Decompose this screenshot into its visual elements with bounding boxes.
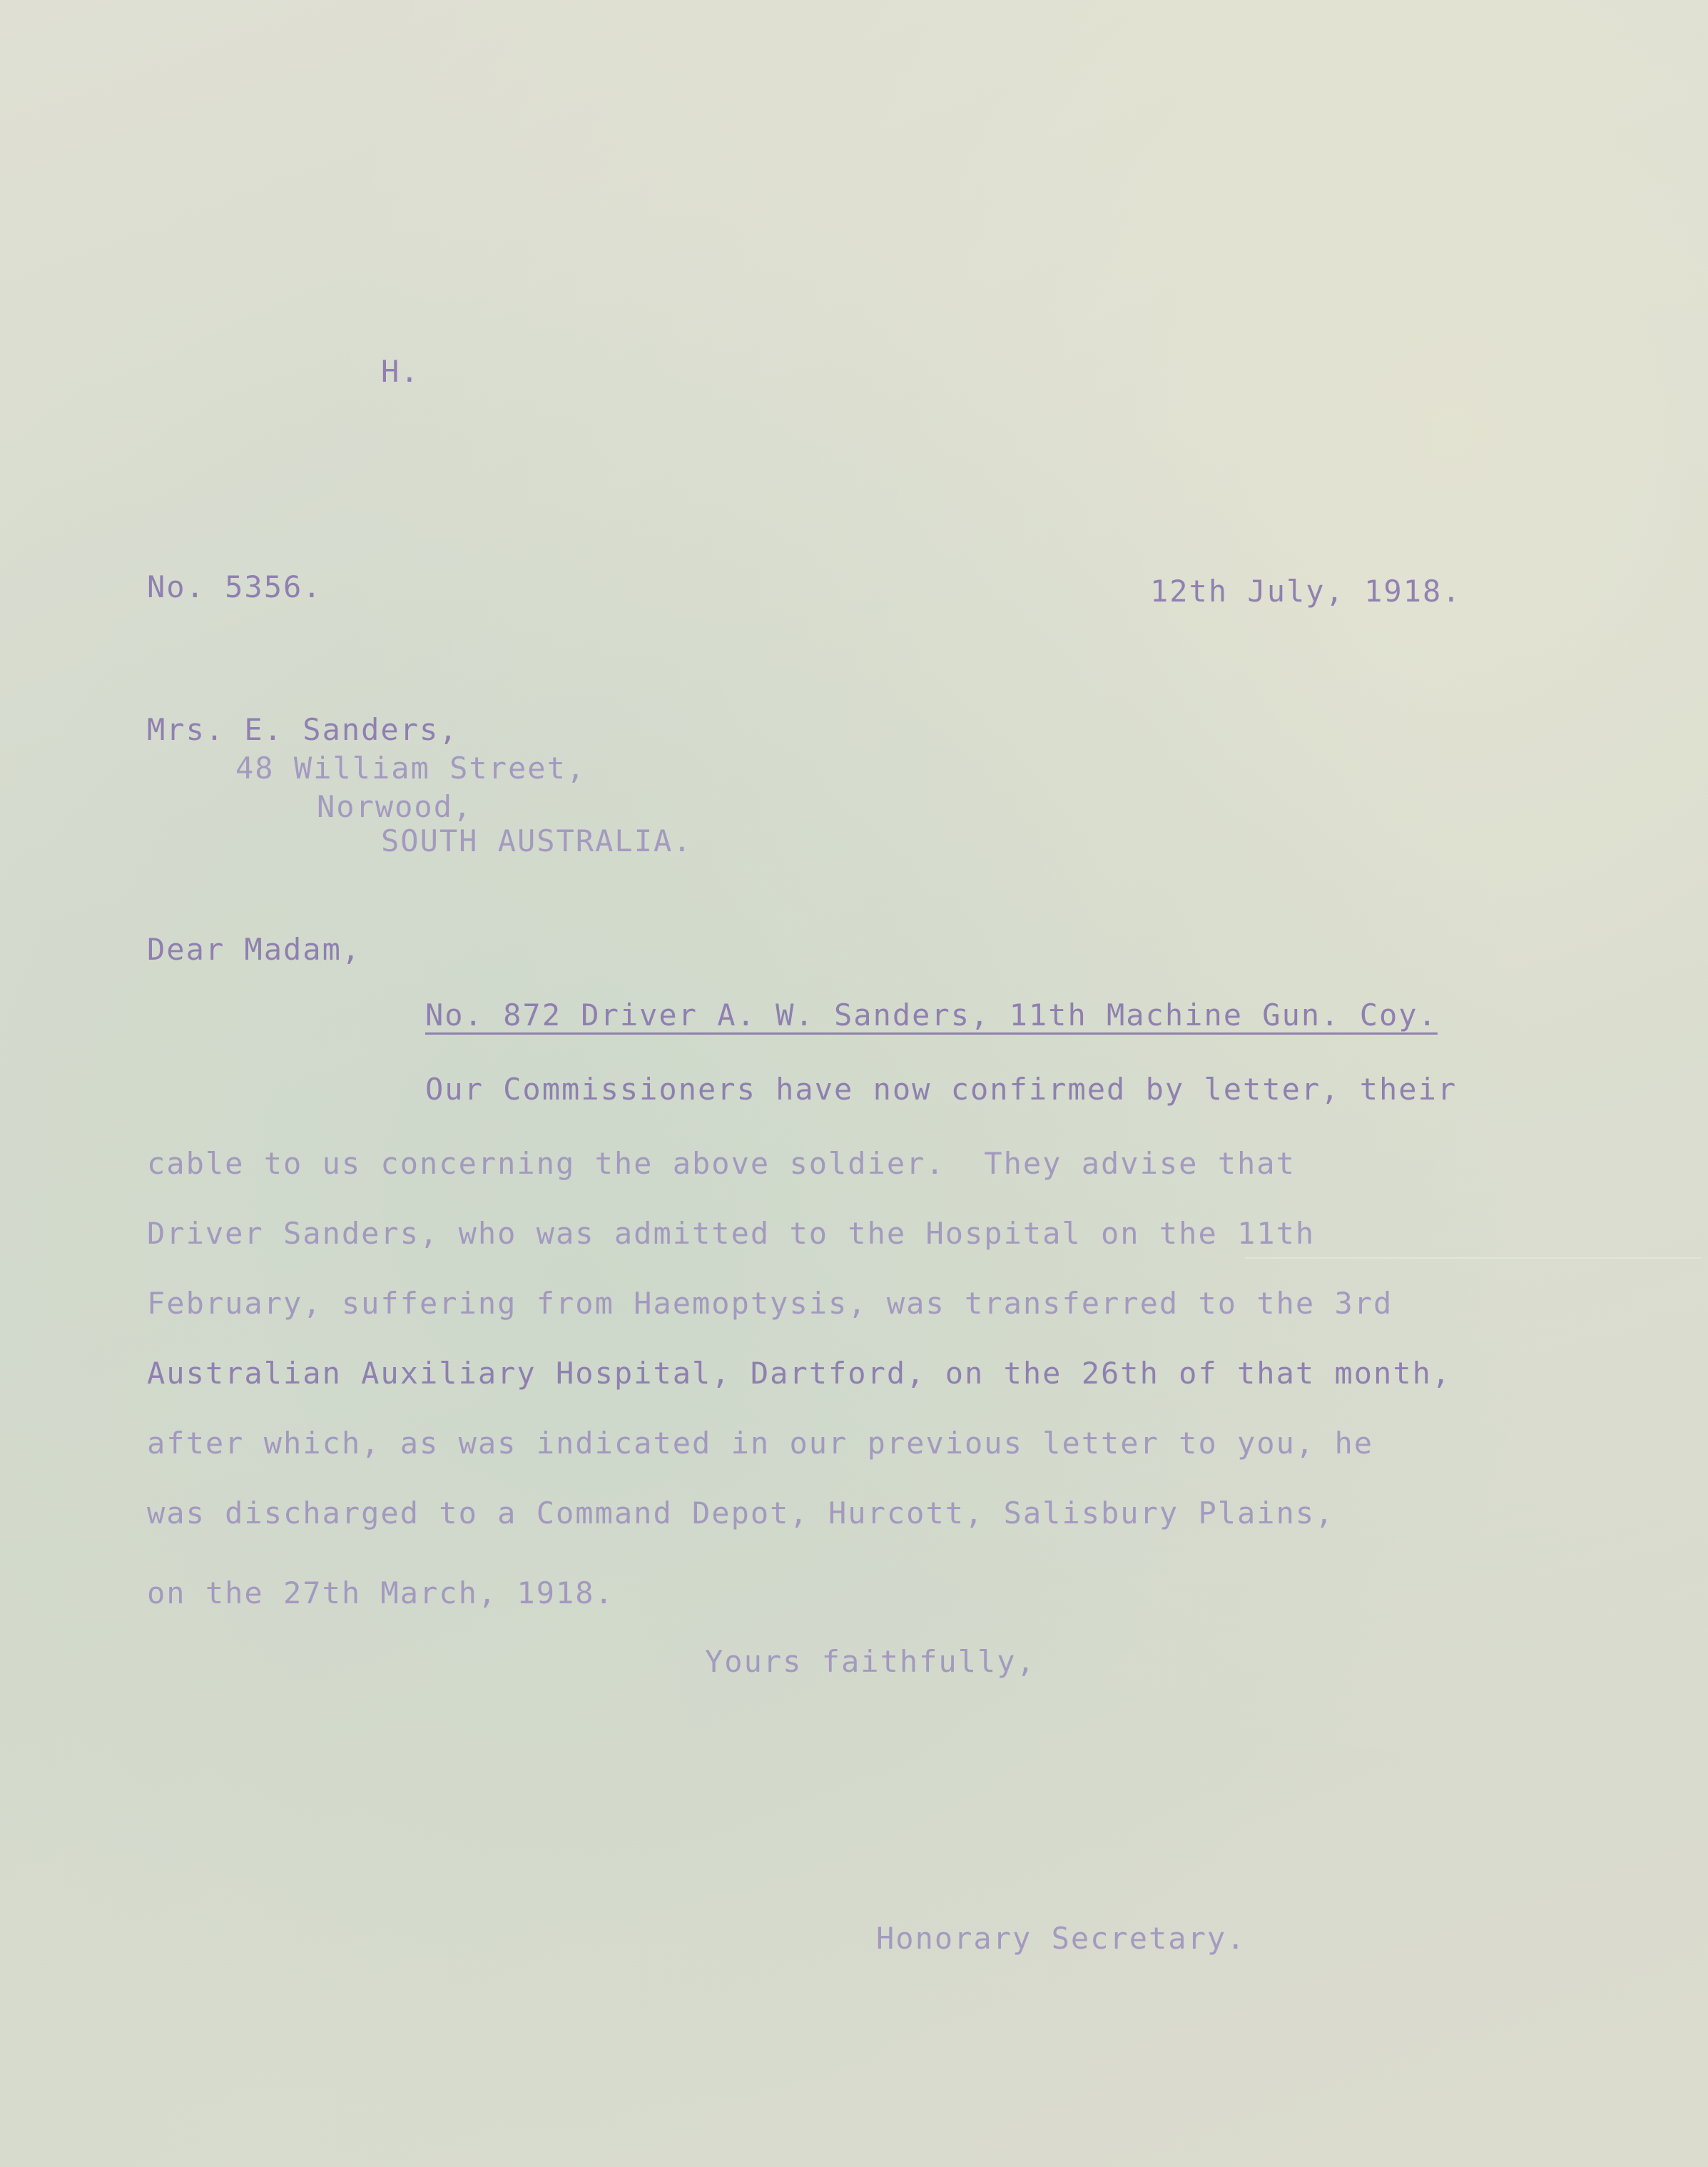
- paper-crease: [1245, 1257, 1702, 1259]
- letter-date: 12th July, 1918.: [1150, 574, 1462, 609]
- body-line: was discharged to a Command Depot, Hurcott, Salisbury Plains,: [147, 1496, 1335, 1531]
- recipient-suburb: Norwood,: [317, 789, 473, 824]
- recipient-street: 48 William Street,: [235, 751, 586, 786]
- reference-number: No. 5356.: [147, 569, 322, 604]
- salutation: Dear Madam,: [147, 932, 362, 967]
- body-line: Australian Auxiliary Hospital, Dartford, on the 26th of that month,: [147, 1356, 1452, 1391]
- body-line: February, suffering from Haemoptysis, was transferred to the 3rd: [147, 1286, 1393, 1321]
- body-line: Our Commissioners have now confirmed by letter, their: [425, 1072, 1458, 1107]
- body-line: Driver Sanders, who was admitted to the Hospital on the 11th: [147, 1216, 1316, 1251]
- recipient-name: Mrs. E. Sanders,: [147, 712, 459, 747]
- file-mark: H.: [381, 354, 420, 389]
- body-line: on the 27th March, 1918.: [147, 1575, 614, 1610]
- recipient-state: SOUTH AUSTRALIA.: [381, 823, 693, 858]
- subject-line: No. 872 Driver A. W. Sanders, 11th Machine Gun. Coy.: [425, 998, 1438, 1032]
- body-line: cable to us concerning the above soldier. They advise that: [147, 1146, 1296, 1181]
- signature-title: Honorary Secretary.: [876, 1921, 1246, 1956]
- body-line: after which, as was indicated in our previous letter to you, he: [147, 1426, 1374, 1461]
- closing: Yours faithfully,: [705, 1644, 1036, 1679]
